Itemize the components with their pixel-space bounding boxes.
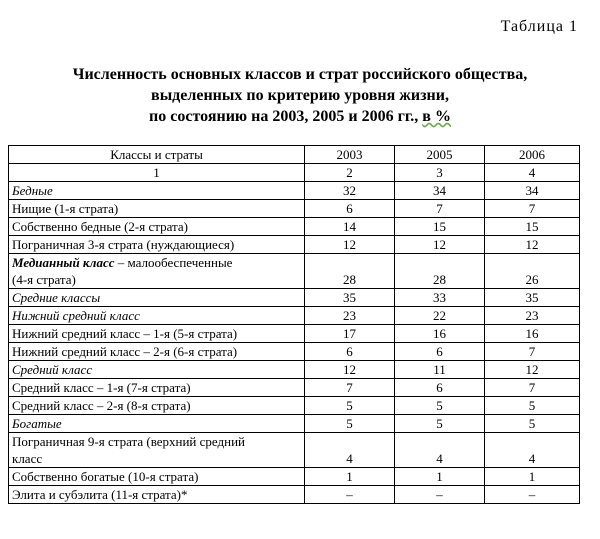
title-line-3-main: по состоянию на 2003, 2005 и 2006 гг., bbox=[149, 108, 419, 125]
cell-2005: 6 bbox=[395, 343, 485, 361]
title-line-3-tail: в % bbox=[422, 108, 451, 125]
table-row bbox=[9, 307, 580, 325]
cell-2003: 7 bbox=[305, 379, 395, 397]
cell-2005: 33 bbox=[395, 289, 485, 307]
cell-2006: 12 bbox=[485, 236, 580, 254]
cell-2005: 7 bbox=[395, 200, 485, 218]
column-number-3: 3 bbox=[395, 164, 485, 182]
cell-2005: 12 bbox=[395, 236, 485, 254]
cell-2003: 6 bbox=[305, 343, 395, 361]
row-label: Средний класс – 1-я (7-я страта) bbox=[9, 379, 305, 397]
cell-2006: 7 bbox=[485, 200, 580, 218]
table-row bbox=[9, 289, 580, 307]
cell-2003: 12 bbox=[305, 236, 395, 254]
cell-2003: 17 bbox=[305, 325, 395, 343]
row-label-bold: Медианный класс bbox=[12, 255, 115, 270]
column-number-4: 4 bbox=[485, 164, 580, 182]
cell-2003: 5 bbox=[305, 397, 395, 415]
cell-2003: 12 bbox=[305, 361, 395, 379]
cell-2005: 4 bbox=[395, 433, 485, 468]
row-label: Нижний средний класс – 2-я (6-я страта) bbox=[9, 343, 305, 361]
column-number-1: 1 bbox=[9, 164, 305, 182]
column-header-classes: Классы и страты bbox=[9, 146, 305, 164]
table-row bbox=[9, 182, 580, 200]
cell-2006: 5 bbox=[485, 397, 580, 415]
row-label: Средние классы bbox=[9, 289, 305, 307]
row-label bbox=[9, 254, 305, 289]
row-label: Нижний средний класс – 1-я (5-я страта) bbox=[9, 325, 305, 343]
cell-2006: 16 bbox=[485, 325, 580, 343]
cell-2005: 15 bbox=[395, 218, 485, 236]
cell-2005: 28 bbox=[395, 254, 485, 289]
cell-2005: 16 bbox=[395, 325, 485, 343]
cell-2005: 34 bbox=[395, 182, 485, 200]
cell-2006: 26 bbox=[485, 254, 580, 289]
cell-2006: 4 bbox=[485, 433, 580, 468]
cell-2003: 5 bbox=[305, 415, 395, 433]
table-row bbox=[9, 325, 580, 343]
cell-2006: 35 bbox=[485, 289, 580, 307]
row-label: Богатые bbox=[9, 415, 305, 433]
row-label: Нищие (1-я страта) bbox=[9, 200, 305, 218]
cell-2003: – bbox=[305, 486, 395, 504]
cell-2006: 7 bbox=[485, 379, 580, 397]
row-label: Собственно бедные (2-я страта) bbox=[9, 218, 305, 236]
table-row bbox=[9, 397, 580, 415]
table-row bbox=[9, 254, 580, 289]
table-row bbox=[9, 218, 580, 236]
column-header-2005: 2005 bbox=[395, 146, 485, 164]
row-label: Средний класс – 2-я (8-я страта) bbox=[9, 397, 305, 415]
row-label: Собственно богатые (10-я страта) bbox=[9, 468, 305, 486]
table-row bbox=[9, 415, 580, 433]
cell-2006: 5 bbox=[485, 415, 580, 433]
row-label: Элита и субэлита (11-я страта)* bbox=[9, 486, 305, 504]
cell-2005: 6 bbox=[395, 379, 485, 397]
cell-2003: 32 bbox=[305, 182, 395, 200]
table-row bbox=[9, 379, 580, 397]
column-header-2006: 2006 bbox=[485, 146, 580, 164]
table-row bbox=[9, 361, 580, 379]
row-label: Средний класс bbox=[9, 361, 305, 379]
row-label: Бедные bbox=[9, 182, 305, 200]
classes-strata-table bbox=[8, 145, 580, 504]
cell-2006: 12 bbox=[485, 361, 580, 379]
row-label: Пограничная 3-я страта (нуждающиеся) bbox=[9, 236, 305, 254]
table-row bbox=[9, 236, 580, 254]
row-label-line2: (4-я страта) bbox=[12, 272, 76, 287]
cell-2005: 11 bbox=[395, 361, 485, 379]
column-number-2: 2 bbox=[305, 164, 395, 182]
cell-2003: 4 bbox=[305, 433, 395, 468]
row-label-line1: Пограничная 9-я страта (верхний средний bbox=[12, 434, 245, 449]
cell-2006: 1 bbox=[485, 468, 580, 486]
row-label: Нижний средний класс bbox=[9, 307, 305, 325]
cell-2006: – bbox=[485, 486, 580, 504]
document-title bbox=[0, 64, 600, 127]
table-row bbox=[9, 343, 580, 361]
column-header-2003: 2003 bbox=[305, 146, 395, 164]
cell-2005: – bbox=[395, 486, 485, 504]
title-line-1: Численность основных классов и страт российского общества, bbox=[72, 66, 528, 83]
cell-2005: 22 bbox=[395, 307, 485, 325]
cell-2003: 28 bbox=[305, 254, 395, 289]
column-number-row bbox=[9, 164, 580, 182]
table-row bbox=[9, 486, 580, 504]
cell-2003: 23 bbox=[305, 307, 395, 325]
cell-2003: 1 bbox=[305, 468, 395, 486]
cell-2003: 35 bbox=[305, 289, 395, 307]
table-header-row bbox=[9, 146, 580, 164]
cell-2005: 5 bbox=[395, 415, 485, 433]
table-row bbox=[9, 433, 580, 468]
title-line-2: выделенных по критерию уровня жизни, bbox=[151, 87, 449, 104]
row-label-line2: класс bbox=[12, 451, 43, 466]
cell-2006: 15 bbox=[485, 218, 580, 236]
title-line-3 bbox=[0, 106, 600, 127]
row-label-rest: – малообеспеченные bbox=[114, 255, 233, 270]
cell-2003: 6 bbox=[305, 200, 395, 218]
cell-2005: 1 bbox=[395, 468, 485, 486]
table-row bbox=[9, 468, 580, 486]
cell-2006: 34 bbox=[485, 182, 580, 200]
row-label bbox=[9, 433, 305, 468]
table-row bbox=[9, 200, 580, 218]
table-label: Таблица 1 bbox=[500, 18, 578, 35]
cell-2006: 23 bbox=[485, 307, 580, 325]
cell-2006: 7 bbox=[485, 343, 580, 361]
cell-2005: 5 bbox=[395, 397, 485, 415]
cell-2003: 14 bbox=[305, 218, 395, 236]
